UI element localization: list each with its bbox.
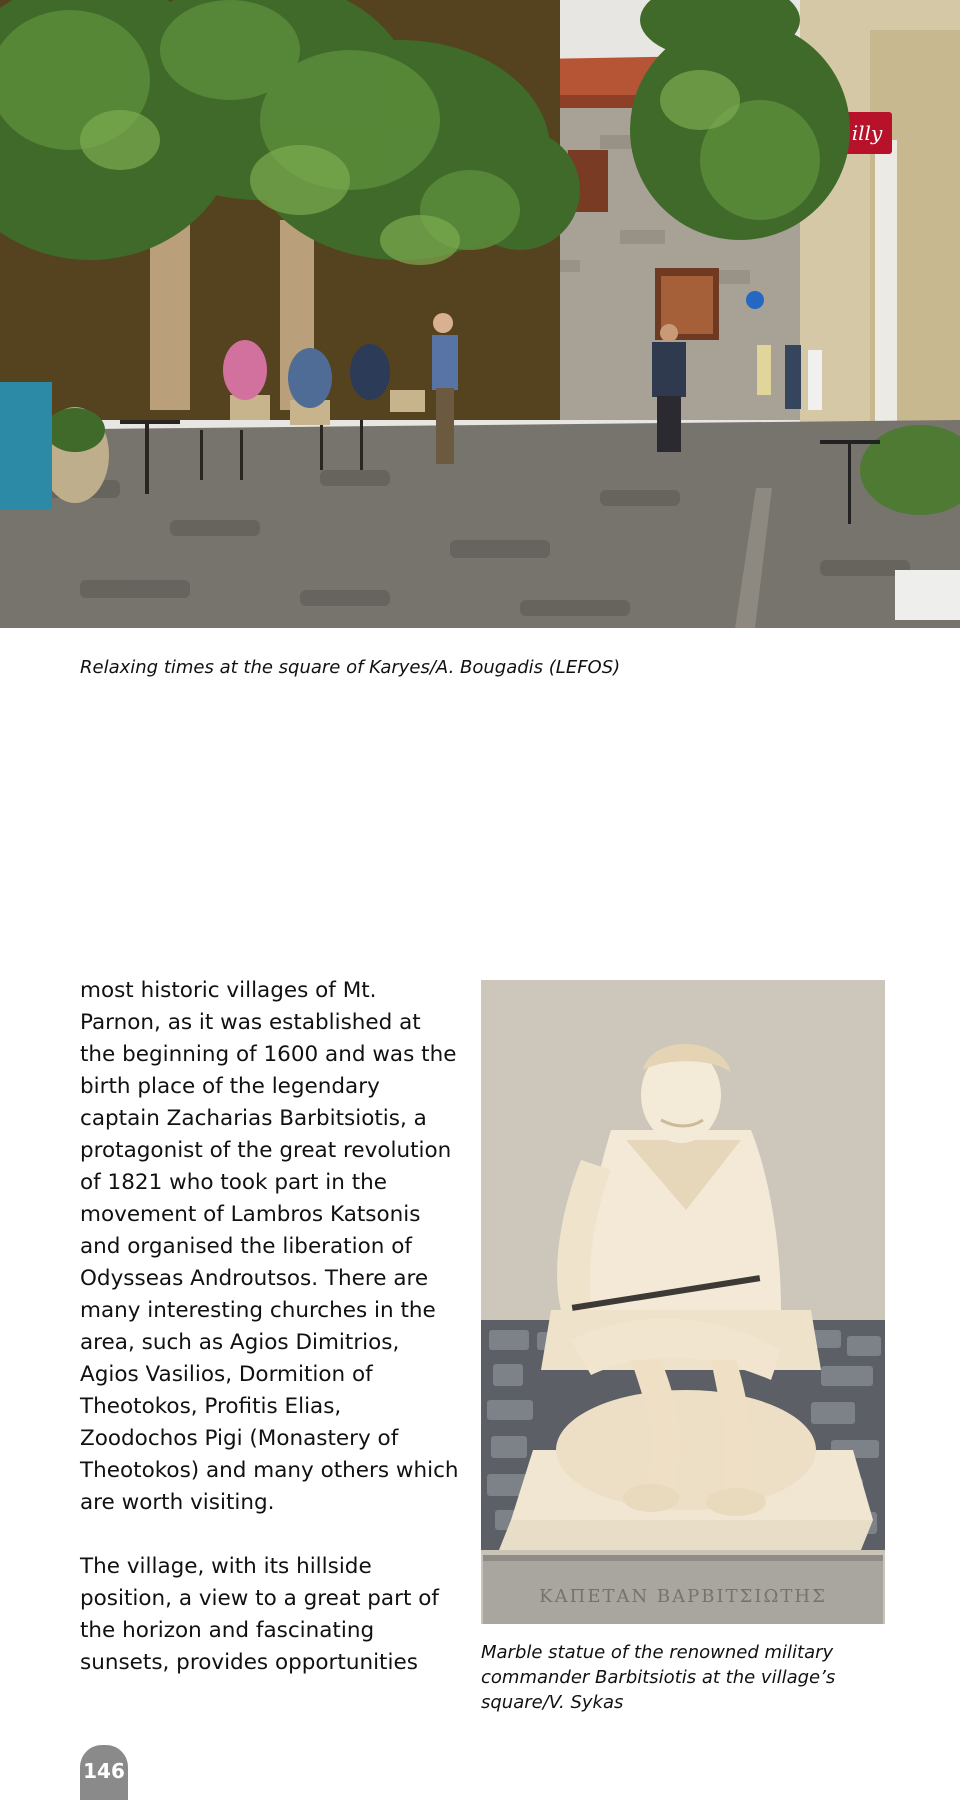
top-photo-caption: Relaxing times at the square of Karyes/A. Bougadis (LEFOS)	[80, 657, 621, 678]
page-number: 146	[83, 1759, 125, 1783]
statue-photo	[481, 980, 885, 1624]
statue-photo-caption: Marble statue of the renowned military commander Barbitsiotis at the village’s square/V. Sykas	[481, 1642, 836, 1713]
body-text-column	[80, 975, 460, 1679]
village-square-photo	[0, 0, 960, 628]
plinth-inscription: ΚΑΠΕΤΑΝ ΒΑΡΒΙΤΣΙΩΤΗΣ	[539, 1586, 827, 1607]
body-paragraph-1: most historic villages of Mt. Parnon, as it was established at the beginning of 1600 and was the birth place of the legendary captain Zacharias Barbitsiotis, a protagonist of the great revolution of 1821 who took part in the movement of Lambros Katsonis and organised the liberation of Odysseas Androutsos. There are many interesting churches in the area, such as Agios Dimitrios, Agios Vasilios, Dormition of Theotokos, Profitis Elias, Zoodochos Pigi (Monastery of Theotokos) and many others which are worth visiting.	[80, 978, 459, 1515]
body-paragraph-2: The village, with its hillside position, a view to a great part of the horizon and fascinating sunsets, provides opportunities	[80, 1554, 439, 1675]
page-number-tab	[80, 1745, 128, 1800]
illy-sign-text: illy	[851, 121, 883, 145]
